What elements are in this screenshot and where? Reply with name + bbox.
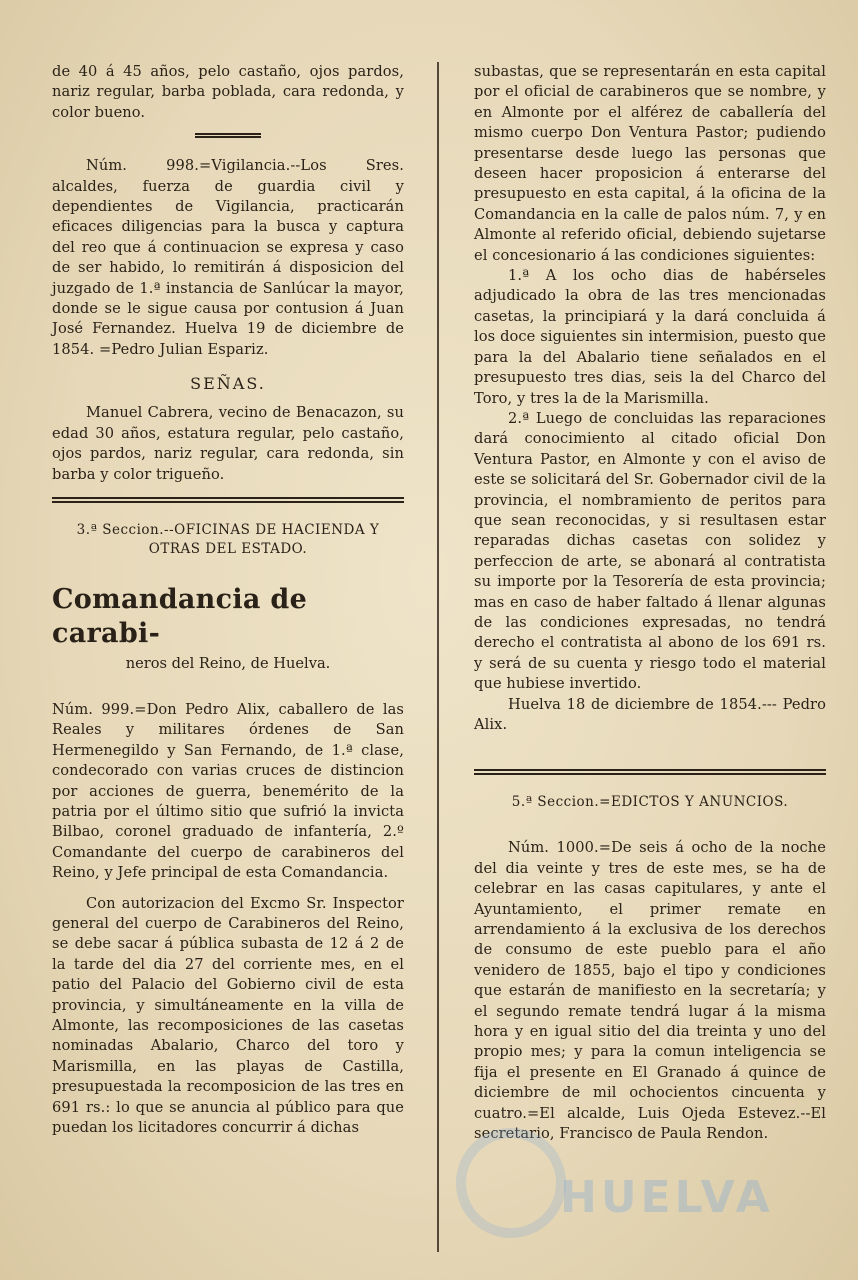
condition-1: 1.ª A los ocho dias de habérseles adjudicado la obra de las tres mencionadas casetas, la principiará y la dará concluida á los doce siguientes sin intermision, puesto que para la del Abalario tiene señalados en el presupuesto tres dias, seis la del Charco del Toro, y tres la de la Marismilla. bbox=[474, 267, 826, 407]
short-divider bbox=[195, 133, 261, 138]
notice-998: Núm. 998.=Vigilancia.--Los Sres. alcaldes, fuerza de guardia civil y dependientes de Vigilancia, practicarán eficaces diligencias para la busca y captura del reo que á continuacion se expresa y caso de ser habido, lo remitirán á disposicion del juzgado de 1.ª instancia de Sanlúcar la mayor, donde se le sigue causa por contusion á Juan José Fernandez. Huelva 19 de diciembre de 1854. =Pedro Julian Espariz. bbox=[52, 157, 404, 358]
right-column bbox=[474, 62, 826, 1145]
section-divider-right bbox=[474, 769, 826, 775]
comandancia-subtitle: neros del Reino, de Huelva. bbox=[125, 654, 331, 672]
column-divider bbox=[437, 62, 439, 1252]
section-3-heading: 3.ª Seccion.--OFICINAS DE HACIENDA Y OTRAS DEL ESTADO. bbox=[76, 521, 380, 557]
left-column bbox=[52, 62, 404, 1138]
watermark-text: HUELVA bbox=[560, 1172, 774, 1223]
senas-heading: SEÑAS. bbox=[190, 374, 266, 394]
wanted-description-end: de 40 á 45 años, pelo castaño, ojos pardos, nariz regular, barba poblada, cara redonda, y color bueno. bbox=[52, 63, 404, 121]
condition-2: 2.ª Luego de concluidas las reparaciones dará conocimiento al citado oficial Don Ventura Pastor, en Almonte y con el aviso de este se solicitará del Sr. Gobernador civil de la provincia, el nombramiento de peritos para que sean reconocidas, y si resultasen estar reparadas dichas casetas con solidez y perfeccion de arte, se abonará al contratista su importe por la Tesorería de esta provincia; mas en caso de haber faltado á llenar algunas de las condiciones expresadas, no tendrá derecho el contratista al abono de los 691 rs. y será de su cuenta y riesgo todo el material que hubiese invertido. bbox=[474, 409, 826, 693]
watermark-logo-icon bbox=[456, 1128, 566, 1238]
section-5-heading: 5.ª Seccion.=EDICTOS Y ANUNCIOS. bbox=[511, 794, 789, 811]
signature-alix: Huelva 18 de diciembre de 1854.--- Pedro Alix. bbox=[474, 695, 826, 733]
senas-description: Manuel Cabrera, vecino de Benacazon, su edad 30 años, estatura regular, pelo castaño, ojos pardos, nariz regular, cara redonda, sin barba y color trigueño. bbox=[52, 404, 404, 483]
notice-999: Núm. 999.=Don Pedro Alix, caballero de las Reales y militares órdenes de San Hermenegildo y San Fernando, de 1.ª clase, condecorado con varias cruces de distincion por acciones de guerra, benemérito de la patria por el último sitio que sufrió la invicta Bilbao, coronel graduado de infantería, 2.º Comandante del cuerpo de carabineros del Reino, y Jefe principal de esta Comandancia. bbox=[52, 700, 404, 882]
section-divider bbox=[52, 497, 404, 503]
comandancia-title: Comandancia de carabi- bbox=[52, 583, 308, 649]
auction-continuation: subastas, que se representarán en esta capital por el oficial de carabineros que se nombre, y en Almonte por el alférez de caballería del mismo cuerpo Don Ventura Pastor; pudiendo presentarse desde luego las personas que deseen hacer proposicion á enterarse del presupuesto en esta capital, á la oficina de la Comandancia en la calle de palos núm. 7, y en Almonte al referido oficial, debiendo sujetarse el concesionario á las condiciones siguientes: bbox=[474, 63, 826, 264]
notice-1000: Núm. 1000.=De seis á ocho de la noche del dia veinte y tres de este mes, se ha de celebrar en las casas capitulares, y ante el Ayuntamiento, el primer remate en arrendamiento á la exclusiva de los derechos de consumo de este pueblo para el año venidero de 1855, bajo el tipo y condiciones que estarán de manifiesto en la secretaría; y el segundo remate tendrá lugar á la misma hora y en igual sitio del dia treinta y uno del propio mes; y para la comun inteligencia se fija el presente en El Granado á quince de diciembre de mil ochocientos cincuenta y cuatro.=El alcalde, Luis Ojeda Estevez.--El secretario, Francisco de Paula Rendon. bbox=[474, 839, 826, 1143]
auction-announcement: Con autorizacion del Excmo Sr. Inspector general del cuerpo de Carabineros del Reino, se debe sacar á pública subasta de 12 á 2 de la tarde del dia 27 del corriente mes, en el patio del Palacio del Gobierno civil de esta provincia, y simultáneamente en la villa de Almonte, las recomposiciones de las casetas nominadas Abalario, Charco del toro y Marismilla, en las playas de Castilla, presupuestada la recomposicion de las tres en 691 rs.: lo que se anuncia al público para que puedan los licitadores concurrir á dichas bbox=[52, 894, 404, 1137]
